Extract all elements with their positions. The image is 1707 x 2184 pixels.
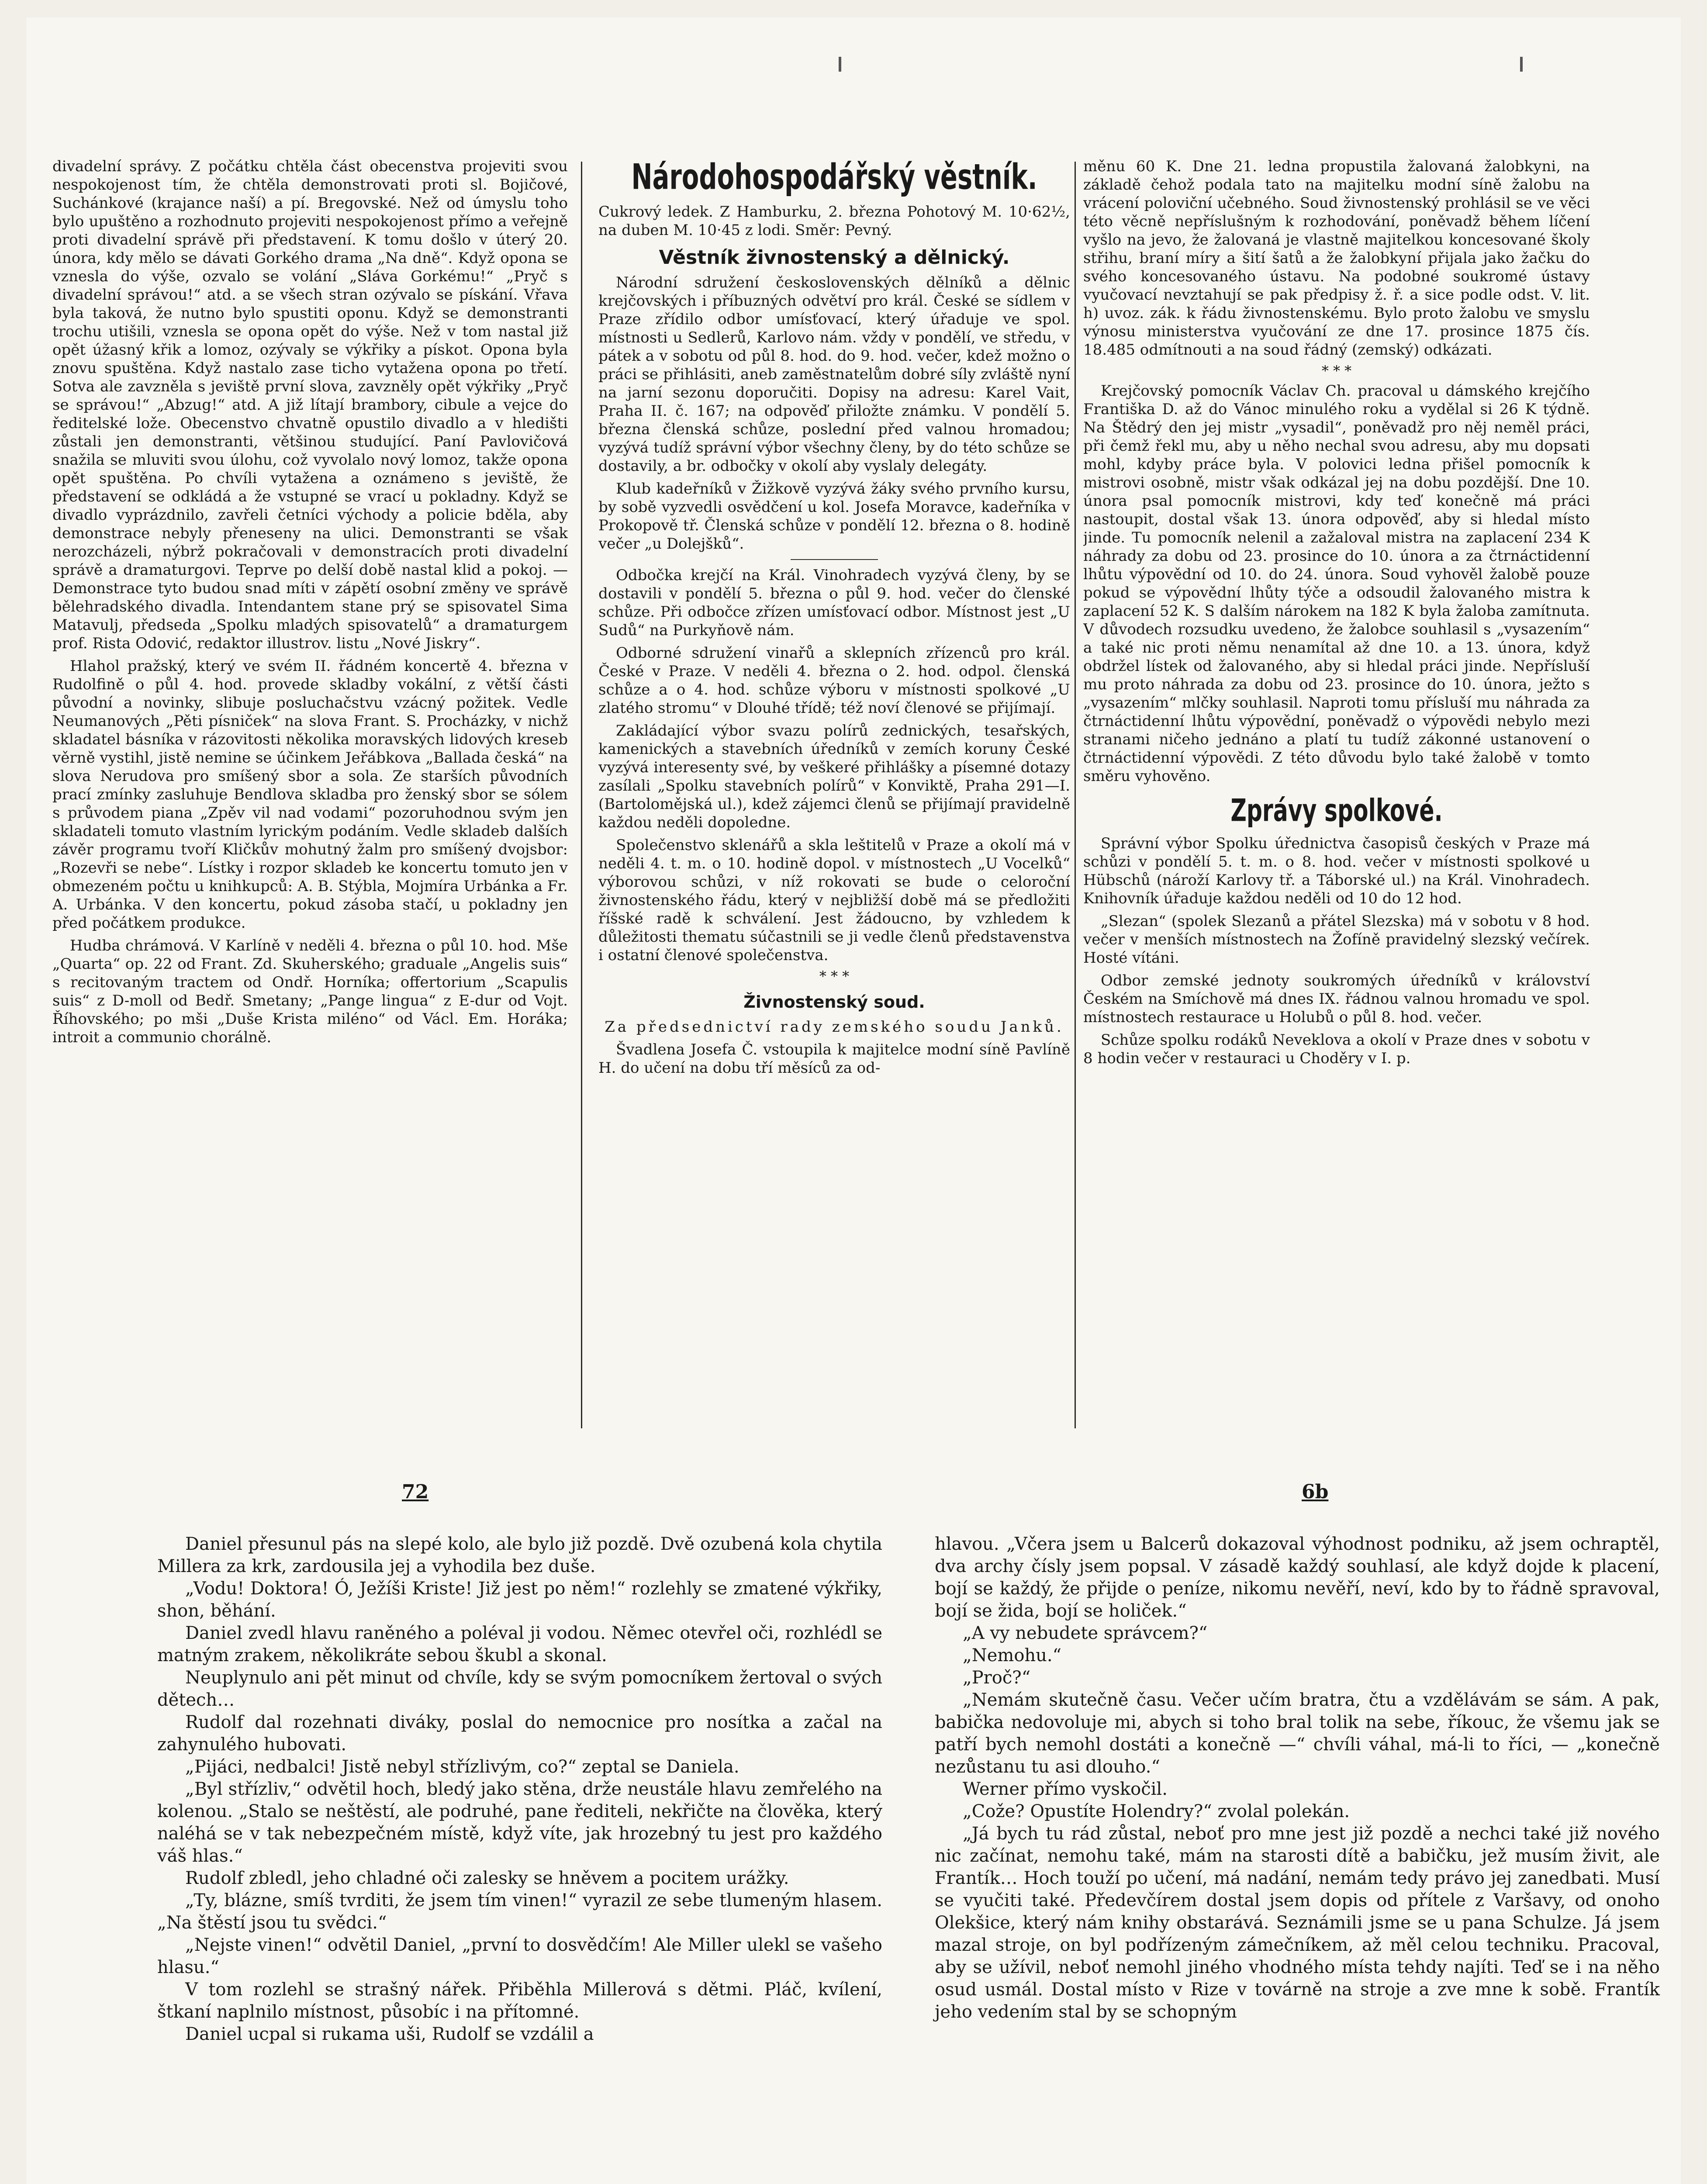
notice-foremen-union: Zakládající výbor svazu polírů zednických, tesařských, kamenických a stavebních úředníků v zemích koruny České vyzývá interesenty své, by veškeré přihlášky a písemné dotazy zasílali „Spolku stavebních polírů“ v Konviktě, Praha 291—I. (Bartolomějská ul.), kdež zájemci členů se přijímají pravidelně každou neděli dopoledne. — [598, 722, 1070, 831]
economic-bulletin-heading: Národohospodářský věstník. — [631, 157, 1037, 198]
article-theatre-demonstration: divadelní správy. Z počátku chtěla část obecenstva projeviti svou nespokojenost tím, že chtěla demonstrovati proti sl. Bojičové, Suchánkové (krajance naší) a pí. Bregovské. Než od úmyslu toho bylo upuštěno a rozhodnuto projeviti nespokojenost přímo a veřejně proti divadelní správě při představení. K tomu došlo v úterý 20. února, kdy mělo se dávati Gorkého drama „Na dně“. Když opona se vznesla do výše, ozvalo se volání „Sláva Gorkému!“ „Pryč s divadelní správou!“ atd. a se všech stran ozývalo se pískání. Vřava byla taková, že nutno bylo spustiti oponu. Když se demonstranti trochu utišili, vznesla se opona opět do výše. Než v tom nastal již opět úžasný křik a lomoz, ozývaly se výkřiky a pískot. Opona byla znovu spuštěna. Když nastalo zase ticho vytažena opona po třetí. Sotva ale zavzněla s jeviště první slova, zavzněly opět výkřiky „Pryč se správou!“ „Abzug!“ atd. A již lítají brambory, cibule a vejce do ředitelské lože. Obecenstvo chvatně opustilo divadlo a v hledišti zůstali jen demonstranti, většinou studující. Paní Pavlovičová snažila se mluviti svou úlohu, což vyvolalo nový lomoz, takže opona opět spuštěna. Po chvíli vytažena a oznámeno s jeviště, že představení se odkládá a že vstupné se vrací u pokladny. Když se divadlo vyprázdnilo, zavřeli četníci východy a policie bděla, aby demonstrace nebyly přeneseny na ulici. Demonstranti se však nerozcházeli, nýbrž pokračovali v demonstracích proti divadelní správě a dramaturgovi. Teprve po delší době nastal klid a pokoj. — Demonstrace tyto budou snad míti v zápětí osobní změny ve správě bělehradského divadla. Intendantem stane prý se spisovatel Sima Matavulj, předseda „Spolku mladých spisovatelů“ a dramaturgem prof. Rista Odović, redaktor illustrov. listu „Nové Jiskry“. — [52, 158, 568, 652]
book-paragraph: „Vodu! Doktora! Ó, Ježíši Kriste! Již jest po něm!“ rozlehly se zmatené výkřiky, shon, běhání. — [157, 1579, 882, 1621]
book-paragraph: Rudolf dal rozehnati diváky, poslal do nemocnice pro nosítka a začal na zahynulého hubovati. — [157, 1712, 882, 1755]
notice-hairdressers-club: Klub kadeřníků v Žižkově vyzývá žáky svého prvního kursu, by sobě vyzvedli osvědčení u kol. Josefa Moravce, kadeřníka v Prokopově tř. Členská schůze v pondělí 12. března o 8. hodině večer „u Dolejšků“. — [598, 480, 1070, 553]
trade-court-case-start: Švadlena Josefa Č. vstoupila k majitelce modní síně Pavlíně H. do učení na dobu tří měsíců za od- — [598, 1041, 1070, 1077]
book-page-number-right: 6b — [1302, 1481, 1329, 1503]
separator — [791, 559, 878, 560]
book-paragraph: hlavou. „Včera jsem u Balcerů dokazoval výhodnost podniku, až jsem ochraptěl, dva archy čísly jsem popsal. V zásadě každý souhlasí, ale když dojde k placení, bojí se každý, že přijde o peníze, nikomu nevěří, neví, kdo by to řádně spravoval, bojí se žida, bojí se holiček.“ — [935, 1534, 1660, 1621]
scan-mark — [839, 57, 841, 72]
article-church-music: Hudba chrámová. V Karlíně v neděli 4. března o půl 10. hod. Mše „Quarta“ op. 22 od Frant. Zd. Skuherského; graduale „Angelis suis“ s recitovaným tractem od Ondř. Horníka; offertorium „Scapulis suis“ z D-moll od Bedř. Smetany; „Pange lingua“ z E-dur od Vojt. Říhovského; po mši „Duše Krista miléno“ od Václ. Em. Horáka; introit a communio chorálně. — [52, 937, 568, 1046]
book-page-right — [935, 1533, 1660, 2023]
column-divider — [581, 162, 582, 1428]
trade-court-case-continued: měnu 60 K. Dne 21. ledna propustila žalovaná žalobkyni, na základě čehož podala tato na majitelku modní síně žalobu na vrácení poloviční učebného. Soud živnostenský prohlásil se ve věci této věcně nepříslušným k rozhodování, poněvadž během líčení vyšlo na jevo, že žalovaná je vlastně majitelkou koncesované školy střihu, braní míry a šití šatů a že žalobkyní přijala jako žačku do svého koncesovaného ústavu. Na podobné soukromé ústavy vyučovací nevztahují se pak předpisy ž. ř. a sice podle odst. V. lit. h) uvoz. zák. k řádu živnostenskému. Bylo proto žalobu ve smyslu výnosu ministerstva vyučování ze dne 17. prosince 1875 čís. 18.485 odmítnouti a na soud řádný (zemský) odkázati. — [1083, 158, 1590, 359]
notice-tailors-vinohrady: Odbočka krejčí na Král. Vinohradech vyzývá členy, by se dostavili v pondělí 5. března o půl 9. hod. večer do členské schůze. Při odbočce zřízen umísťovací odbor. Místnost jest „U Sudů“ na Purkyňově nám. — [598, 567, 1070, 639]
trade-court-presiding: Za předsednictví rady zemského soudu Janků. — [605, 1018, 1064, 1036]
notice-vintners-union: Odborné sdružení vinařů a sklepních zřízenců pro král. České v Praze. V neděli 4. března o 2. hod. odpol. členská schůze a o 4. hod. schůze výboru v místnosti spolkové „U zlatého stromu“ v Dlouhé třídě; též noví členové se přijímají. — [598, 644, 1070, 717]
society-notice-clerks: Odbor zemské jednoty soukromých úředníků v království Českém na Smíchově má dnes IX. řádnou valnou hromadu ve spol. místnostech restaurace u Holubů o půl 8. hod. večer. — [1083, 972, 1590, 1026]
trade-court-heading: Živnostenský soud. — [743, 992, 925, 1012]
book-paragraph: „Byl střízliv,“ odvětil hoch, bledý jako stěna, drže neustále hlavu zemřelého na kolenou. „Stalo se neštěstí, ale podruhé, pane řediteli, nekřičte na člověka, který naléhá se v tak nebezpečném místě, když víte, jak hrozebný tu jest pro každého váš hlas.“ — [157, 1779, 882, 1866]
society-notice-neveklov: Schůze spolku rodáků Neveklova a okolí v Praze dnes v sobotu v 8 hodin večer v restauraci u Choděry v I. p. — [1083, 1031, 1590, 1067]
notice-tailors-union: Národní sdružení československých dělníků a dělnic krejčovských i příbuzných odvětví pro král. České se sídlem v Praze zřídilo odbor umísťovací, který úřaduje ve spol. místnosti u Sedlerů, Karlovo nám. vždy v pondělí, ve středu, v pátek a v sobotu od půl 8. hod. do 9. hod. večer, kdež možno o práci se přihlásiti, aneb zaměstnatelům dobré síly zvláště nyní na jarní sezonu doporučiti. Dopisy na adresu: Karel Vait, Praha II. č. 167; na odpověď přiložte známku. V pondělí 5. března členská schůze, poslední před valnou hromadou; vyzývá tudíž správní výbor všechny členy, by do této schůze se dostavily, a br. odbočky v okolí aby vyslaly delegáty. — [598, 274, 1070, 475]
sugar-market-report: Cukrový ledek. Z Hamburku, 2. března Pohotový M. 10·62½, na duben M. 10·45 z lodi. Směr: Pevný. — [598, 203, 1070, 239]
stars-separator: * * * — [1321, 363, 1352, 379]
society-notice-slezan: „Slezan“ (spolek Slezanů a přátel Slezska) má v sobotu v 8 hod. večer v menších místnostech na Žofíně pravidelný slezský večírek. Hosté vítáni. — [1083, 912, 1590, 967]
book-paragraph: Werner přímo vyskočil. — [963, 1779, 1168, 1799]
book-paragraph: „Nemám skutečně času. Večer učím bratra, čtu a vzdělávám se sám. A pak, babička nedovoluje mi, abych si toho bral tolik na sebe, říkouc, že všemu jak se patří bych nemohl dostáti a konečně —“ chvíli váhal, má-li to říci, — „konečně nezůstanu tu asi dlouho.“ — [935, 1690, 1660, 1777]
book-paragraph: „A vy nebudete správcem?“ — [963, 1623, 1208, 1643]
book-paragraph: „Nemohu.“ — [963, 1645, 1062, 1666]
newspaper-column-1 — [52, 157, 568, 1051]
society-news-heading: Zprávy spolkové. — [1230, 793, 1443, 829]
book-paragraph: „Cože? Opustíte Holendry?“ zvolal polekán. — [963, 1801, 1350, 1821]
society-notice-editors: Správní výbor Spolku úřednictva časopisů českých v Praze má schůzi v pondělí 5. t. m. o 8. hod. večer v místnosti spolkové u Hübschů (nároží Karlovy tř. a Táborské ul.) na Král. Vinohradech. Knihovník úřaduje každou neděli od 10 do 12 hod. — [1083, 835, 1590, 907]
book-page-number-left: 72 — [402, 1481, 429, 1503]
article-hlahol-concert: Hlahol pražský, který ve svém II. řádném koncertě 4. března v Rudolfině o půl 4. hod. provede skladby vokální, z větší části původní a novinky, slibuje posluchačstvu vzácný požitek. Vedle Neumanových „Pěti písniček“ na slova Frant. S. Procházky, v nichž skladatel básníka v rázovitosti několika moravských lidových kreseb věrně vystihl, jistě nemine se účinkem Jeřábkova „Ballada česká“ na slova Nerudova pro smíšený sbor a sola. Ze starších původních prací zmínky zasluhuje Bendlova skladba pro ženský sbor se sólem s průvodem piana „Zpěv vil nad vodami“ pozoruhodnou svým jen skladateli tomuto vlastním lyrickým podáním. Vedle skladeb dalších závěr programu tvoří Kličkův mohutný žalm pro smíšený dvojsbor: „Rozevři se nebe“. Lístky i rozpor skladeb ke koncertu tomuto jen v obmezeném počtu u knihkupců: A. B. Stýbla, Mojmíra Urbánka a Fr. A. Urbánka. V den koncertu, pokud zásoba stačí, u pokladny jen před počátkem produkce. — [52, 657, 568, 932]
trade-court-case-tailor: Krejčovský pomocník Václav Ch. pracoval u dámského krejčího Františka D. až do Vánoc minulého roku a vydělal si 26 K týdně. Na Štědrý den jej mistr „vysadil“, poněvadž pro něj neměl práci, při čemž řekl mu, aby u něho nechal svou adresu, aby mu dopsati mohl, kdyby práce byla. V polovici ledna přišel pomocník k mistrovi osobně, mistr však odkázal jej na dobu pozdější. Dne 10. února psal pomocník mistrovi, kdy teď konečně má práci nastoupit, dostal však 13. února odpověď, aby si hledal místo jinde. Tu pomocník nelenil a zažaloval mistra na zaplacení 234 K náhrady za dobu od 23. prosince do 10. února a za čtrnáctidenní lhůtu výpovědní od 10. do 24. února. Soud vyhověl žalobě pouze pokud se výpovědní lhůty týče a odsoudil žalovaného mistra k zaplacení 52 K. S dalším nárokem na 182 K byla žaloba zamítnuta. V důvodech rozsudku uvedeno, že žalobce souhlasil s „vysazením“ a také nic proti němu nenamítal až dne 10. a 13. února, když obdržel lístek od žalovaného, aby si hledal práci jinde. Nepřísluší mu proto náhrada za dobu od 23. prosince do 10. února, ježto s „vysazením“ mlčky souhlasil. Naproti tomu přísluší mu náhrada za čtrnáctidenní lhůtu výpovědní, poněvadž o výpovědi nebylo mezi stranami ničeho jednáno a platí tu tudíž zákonné ustanovení o čtrnáctidenní výpovědi. Z této důvodu bylo také žalobě v tomto směru vyhověno. — [1083, 382, 1590, 785]
book-paragraph: „Já bych tu rád zůstal, neboť pro mne jest již pozdě a nechci také již nového nic začínat, nemohu také, mám na starosti dítě a babičku, jež musím živit, ale Frantík… Hoch touží po učení, má nadání, nemám tedy právo jej zanedbati. Musí se vyučiti také. Předevčírem dostal jsem dopis od přítele z Varšavy, od onoho Olekšice, který nám knihy obstarává. Seznámili jsme se u pana Schulze. Já jsem mazal stroje, on byl podřízeným zámečníkem, až měl celou techniku. Pracoval, aby se užívil, neboť nemohl jiného vhodného místa tehdy najíti. Teď se i na něho osud usmál. Dostal místo v Rize v továrně na stroje a zve mne k sobě. Frantík jeho vedením stal by se schopným — [935, 1824, 1660, 2022]
book-paragraph: Daniel přesunul pás na slepé kolo, ale bylo již pozdě. Dvě ozubená kola chytila Millera za krk, zardousila jej a vyhodila bez duše. — [157, 1534, 882, 1576]
newspaper-column-3 — [1083, 157, 1590, 1072]
book-paragraph: „Ty, blázne, smíš tvrditi, že jsem tím vinen!“ vyrazil ze sebe tlumeným hlasem. „Na štěstí jsou tu svědci.“ — [157, 1890, 882, 1933]
column-divider — [1075, 162, 1076, 1428]
notice-glaziers-guild: Společenstvo sklenářů a skla leštitelů v Praze a okolí má v neděli 4. t. m. o 10. hodině dopol. v místnostech „U Vocelků“ výborovou schůzi, v níž rokovati se bude o celoroční živnostenského řádu, který v nejbližší době má se předložiti říšské radě k schválení. Jest žádoucno, by vzhledem k důležitosti thematu súčastnili se ji vedle členů představenstva i ostatní členové společenstva. — [598, 836, 1070, 964]
book-paragraph: V tom rozlehl se strašný nářek. Přiběhla Millerová s dětmi. Pláč, kvílení, štkaní naplnilo místnost, působíc i na přítomné. — [157, 1980, 882, 2022]
book-page-left — [157, 1533, 882, 2046]
book-paragraph: Daniel zvedl hlavu raněného a poléval ji vodou. Němec otevřel oči, rozhlédl se matným zrakem, několikráte sebou škubl a skonal. — [157, 1623, 882, 1666]
book-paragraph: Rudolf zbledl, jeho chladné oči zalesky se hněvem a pocitem urážky. — [185, 1868, 789, 1888]
scanned-spread — [26, 17, 1681, 2184]
newspaper-column-2 — [598, 157, 1070, 1082]
trade-labour-bulletin-heading: Věstník živnostenský a dělnický. — [659, 246, 1010, 269]
scan-mark — [1520, 57, 1523, 72]
book-paragraph: „Proč?“ — [963, 1668, 1031, 1688]
book-paragraph: „Nejste vinen!“ odvětil Daniel, „první to dosvědčím! Ale Miller ulekl se vašeho hlasu.“ — [157, 1935, 882, 1977]
book-paragraph: „Pijáci, nedbalci! Jistě nebyl střízlivým, co?“ zeptal se Daniela. — [185, 1757, 739, 1777]
book-paragraph: Daniel ucpal si rukama uši, Rudolf se vzdálil a — [185, 2024, 594, 2044]
stars-separator: * * * — [819, 968, 850, 985]
book-paragraph: Neuplynulo ani pět minut od chvíle, kdy se svým pomocníkem žertoval o svých dětech… — [157, 1668, 882, 1710]
